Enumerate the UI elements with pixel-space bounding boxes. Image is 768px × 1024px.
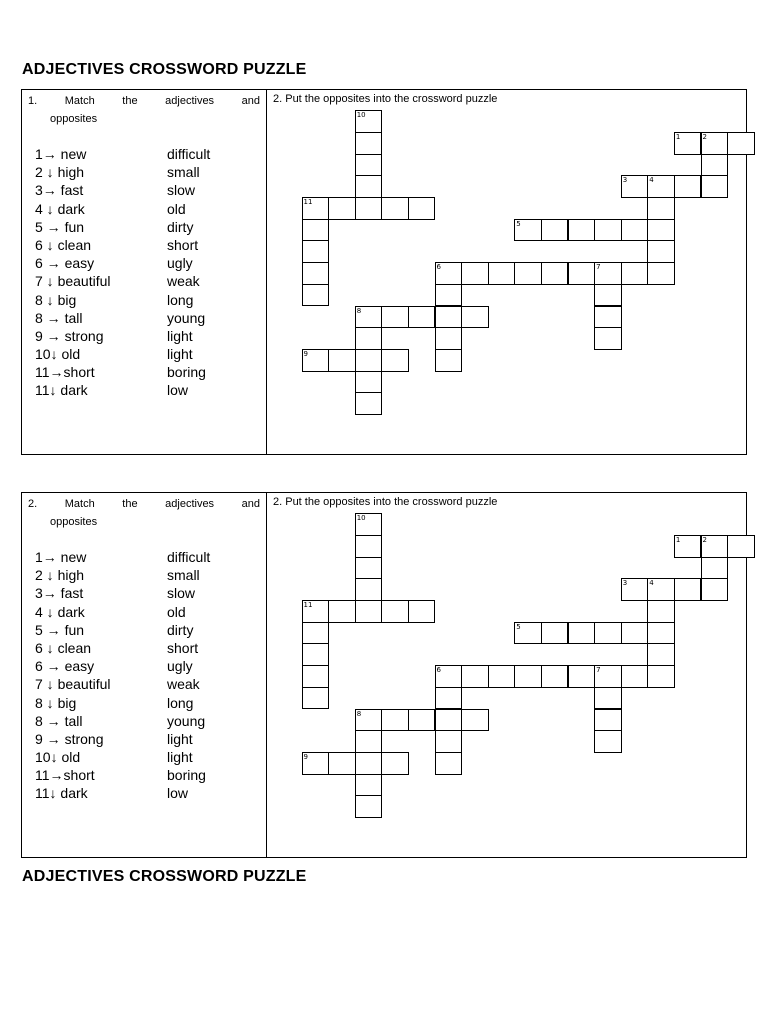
crossword-cell[interactable] bbox=[381, 600, 409, 623]
instruction-continuation: opposites bbox=[50, 113, 98, 125]
crossword-instruction: 2. Put the opposites into the crossword puzzle bbox=[273, 496, 498, 508]
clue-number: 10 bbox=[356, 111, 366, 120]
clue-number: 2 bbox=[702, 535, 707, 544]
clue-number: 7 bbox=[596, 263, 601, 272]
clue-text: 11↓ dark bbox=[35, 785, 88, 802]
crossword-cell[interactable] bbox=[461, 665, 489, 688]
clue-text: 8 ↓ big bbox=[35, 694, 77, 711]
crossword-cell[interactable] bbox=[541, 219, 569, 242]
crossword-cell[interactable] bbox=[461, 262, 489, 285]
crossword-cell[interactable] bbox=[594, 306, 622, 329]
matching-instruction bbox=[28, 92, 260, 128]
crossword-cell[interactable] bbox=[355, 600, 383, 623]
crossword-cell[interactable] bbox=[488, 262, 516, 285]
clue-number: 8 bbox=[356, 306, 362, 315]
opposite-text: short bbox=[167, 639, 199, 656]
crossword-cell[interactable] bbox=[355, 752, 383, 775]
opposite-text: light bbox=[167, 749, 193, 766]
crossword-cell[interactable] bbox=[568, 665, 596, 688]
crossword-cell[interactable] bbox=[355, 557, 383, 580]
crossword-cell[interactable] bbox=[647, 622, 675, 645]
clue-text: 7 ↓ beautiful bbox=[35, 676, 111, 693]
opposite-text: ugly bbox=[167, 658, 193, 675]
pair-row bbox=[35, 712, 255, 730]
crossword-cell[interactable] bbox=[302, 643, 330, 666]
crossword-cell[interactable] bbox=[408, 197, 436, 220]
opposite-text: old bbox=[167, 200, 186, 217]
clue-text: 3→ fast bbox=[35, 182, 84, 199]
crossword-cell[interactable] bbox=[647, 240, 675, 263]
pair-row bbox=[35, 657, 255, 675]
crossword-cell[interactable] bbox=[355, 578, 383, 601]
clue-text: 5 → fun bbox=[35, 621, 85, 638]
clue-text: 10↓ old bbox=[35, 346, 81, 363]
clue-number: 5 bbox=[516, 219, 521, 228]
pair-row bbox=[35, 621, 255, 639]
page-title-bottom: ADJECTIVES CROSSWORD PUZZLE bbox=[22, 868, 307, 885]
crossword-cell[interactable] bbox=[568, 622, 596, 645]
crossword-cell[interactable] bbox=[328, 600, 356, 623]
opposite-text: difficult bbox=[167, 146, 211, 162]
clue-text: 6 ↓ clean bbox=[35, 236, 92, 253]
clue-text: 8 ↓ big bbox=[35, 291, 77, 308]
crossword-cell[interactable] bbox=[355, 349, 383, 372]
opposite-text: light bbox=[167, 327, 193, 344]
opposite-text: dirty bbox=[167, 621, 194, 638]
crossword-cell[interactable] bbox=[435, 687, 463, 710]
crossword-cell[interactable] bbox=[647, 600, 675, 623]
matching-column bbox=[22, 90, 267, 454]
pair-row bbox=[35, 254, 255, 272]
crossword-cell[interactable] bbox=[302, 284, 330, 307]
crossword-cell[interactable] bbox=[647, 643, 675, 666]
crossword-cell[interactable] bbox=[541, 262, 569, 285]
opposite-text: boring bbox=[167, 364, 206, 381]
clue-number: 8 bbox=[356, 709, 362, 718]
pairs-list bbox=[35, 145, 255, 400]
clue-text: 9 → strong bbox=[35, 327, 104, 344]
clue-number: 3 bbox=[622, 176, 628, 185]
opposite-text: low bbox=[167, 785, 189, 802]
crossword-cell[interactable] bbox=[408, 709, 436, 732]
pair-row bbox=[35, 584, 255, 602]
pair-row bbox=[35, 181, 255, 199]
opposite-text: long bbox=[167, 291, 194, 308]
crossword-cell[interactable] bbox=[568, 262, 596, 285]
crossword-cell[interactable] bbox=[594, 219, 622, 242]
crossword-cell[interactable] bbox=[328, 349, 356, 372]
crossword-cell[interactable] bbox=[461, 709, 489, 732]
crossword-cell[interactable] bbox=[355, 730, 383, 753]
crossword-cell[interactable] bbox=[381, 306, 409, 329]
crossword-cell[interactable] bbox=[435, 730, 463, 753]
crossword-cell[interactable] bbox=[701, 578, 729, 601]
clue-text: 11→short bbox=[35, 767, 95, 784]
pair-row bbox=[35, 639, 255, 657]
crossword-cell[interactable] bbox=[435, 349, 463, 372]
clue-number: 1 bbox=[675, 535, 681, 544]
crossword-cell[interactable] bbox=[727, 535, 755, 558]
matching-instruction bbox=[28, 495, 260, 531]
crossword-grid bbox=[267, 493, 747, 857]
crossword-cell[interactable] bbox=[355, 132, 383, 155]
crossword-cell[interactable] bbox=[435, 709, 463, 732]
crossword-cell[interactable] bbox=[435, 752, 463, 775]
pairs-list bbox=[35, 548, 255, 803]
pair-row bbox=[35, 784, 255, 802]
crossword-cell[interactable] bbox=[701, 154, 729, 177]
crossword-cell[interactable] bbox=[594, 709, 622, 732]
clue-text: 5 → fun bbox=[35, 218, 85, 235]
crossword-cell[interactable] bbox=[355, 154, 383, 177]
crossword-cell[interactable] bbox=[621, 219, 649, 242]
instruction-word: and bbox=[241, 498, 260, 510]
opposite-text: small bbox=[167, 164, 200, 181]
clue-text: 4 ↓ dark bbox=[35, 603, 85, 620]
instruction-number: 1. bbox=[28, 95, 38, 107]
crossword-cell[interactable] bbox=[355, 535, 383, 558]
pair-row bbox=[35, 603, 255, 621]
crossword-cell[interactable] bbox=[647, 665, 675, 688]
pair-row bbox=[35, 748, 255, 766]
clue-number: 10 bbox=[356, 514, 366, 523]
opposite-text: light bbox=[167, 730, 193, 747]
crossword-cell[interactable] bbox=[355, 392, 383, 415]
crossword-cell[interactable] bbox=[594, 622, 622, 645]
crossword-cell[interactable] bbox=[674, 578, 702, 601]
opposite-text: slow bbox=[167, 585, 196, 602]
worksheet-panel-1 bbox=[21, 89, 747, 455]
crossword-cell[interactable] bbox=[435, 284, 463, 307]
crossword-cell[interactable] bbox=[701, 175, 729, 198]
clue-number: 4 bbox=[649, 579, 654, 588]
crossword-cell[interactable] bbox=[302, 219, 330, 242]
opposite-text: young bbox=[167, 712, 206, 729]
opposite-text: long bbox=[167, 694, 194, 711]
pair-row bbox=[35, 163, 255, 181]
crossword-cell[interactable] bbox=[381, 197, 409, 220]
crossword-instruction: 2. Put the opposites into the crossword puzzle bbox=[273, 93, 498, 105]
pair-row bbox=[35, 381, 255, 399]
instruction-word: and bbox=[241, 95, 260, 107]
pair-row bbox=[35, 272, 255, 290]
clue-text: 9 → strong bbox=[35, 730, 104, 747]
crossword-cell[interactable] bbox=[435, 327, 463, 350]
crossword-cell[interactable] bbox=[355, 774, 383, 797]
crossword-cell[interactable] bbox=[355, 371, 383, 394]
crossword-cell[interactable] bbox=[514, 665, 542, 688]
instruction-word: the bbox=[122, 498, 138, 510]
pair-row bbox=[35, 218, 255, 236]
instruction-word: adjectives bbox=[165, 95, 215, 107]
crossword-cell[interactable] bbox=[594, 730, 622, 753]
opposite-text: weak bbox=[167, 273, 200, 290]
opposite-text: light bbox=[167, 346, 193, 363]
crossword-cell[interactable] bbox=[302, 262, 330, 285]
pair-row bbox=[35, 236, 255, 254]
opposite-text: slow bbox=[167, 182, 196, 199]
crossword-cell[interactable] bbox=[381, 752, 409, 775]
crossword-cell[interactable] bbox=[541, 665, 569, 688]
pair-row bbox=[35, 363, 255, 381]
crossword-cell[interactable] bbox=[355, 327, 383, 350]
crossword-cell[interactable] bbox=[594, 327, 622, 350]
clue-number: 9 bbox=[303, 349, 308, 358]
opposite-text: old bbox=[167, 603, 186, 620]
pair-row bbox=[35, 548, 255, 566]
clue-number: 6 bbox=[436, 263, 441, 272]
crossword-cell[interactable] bbox=[328, 197, 356, 220]
clue-text: 6 → easy bbox=[35, 255, 95, 272]
clue-number: 4 bbox=[649, 176, 654, 185]
pair-row bbox=[35, 766, 255, 784]
clue-number: 3 bbox=[622, 579, 628, 588]
crossword-cell[interactable] bbox=[302, 622, 330, 645]
crossword-cell[interactable] bbox=[594, 284, 622, 307]
pair-row bbox=[35, 730, 255, 748]
clue-number: 5 bbox=[516, 622, 521, 631]
crossword-cell[interactable] bbox=[568, 219, 596, 242]
crossword-column bbox=[267, 493, 746, 857]
opposite-text: low bbox=[167, 382, 189, 399]
crossword-cell[interactable] bbox=[514, 262, 542, 285]
crossword-cell[interactable] bbox=[355, 197, 383, 220]
opposite-text: weak bbox=[167, 676, 200, 693]
pair-row bbox=[35, 145, 255, 163]
crossword-cell[interactable] bbox=[621, 622, 649, 645]
clue-number: 6 bbox=[436, 666, 441, 675]
clue-text: 4 ↓ dark bbox=[35, 200, 85, 217]
opposite-text: short bbox=[167, 236, 199, 253]
instruction-word: Match bbox=[64, 95, 95, 107]
opposite-text: difficult bbox=[167, 549, 211, 565]
crossword-cell[interactable] bbox=[621, 262, 649, 285]
crossword-cell[interactable] bbox=[647, 197, 675, 220]
opposite-text: ugly bbox=[167, 255, 193, 272]
pair-row bbox=[35, 694, 255, 712]
clue-number: 1 bbox=[675, 132, 681, 141]
clue-text: 8 → tall bbox=[35, 712, 83, 729]
pair-row bbox=[35, 566, 255, 584]
crossword-cell[interactable] bbox=[541, 622, 569, 645]
clue-text: 2 ↓ high bbox=[35, 164, 85, 181]
crossword-cell[interactable] bbox=[647, 219, 675, 242]
clue-text: 11→short bbox=[35, 364, 95, 381]
crossword-cell[interactable] bbox=[461, 306, 489, 329]
opposite-text: boring bbox=[167, 767, 206, 784]
crossword-cell[interactable] bbox=[594, 687, 622, 710]
crossword-cell[interactable] bbox=[701, 557, 729, 580]
pair-row bbox=[35, 675, 255, 693]
crossword-cell[interactable] bbox=[381, 709, 409, 732]
clue-number: 2 bbox=[702, 132, 707, 141]
clue-text: 6 → easy bbox=[35, 658, 95, 675]
crossword-grid bbox=[267, 90, 747, 454]
crossword-cell[interactable] bbox=[621, 665, 649, 688]
crossword-cell[interactable] bbox=[302, 687, 330, 710]
crossword-cell[interactable] bbox=[408, 600, 436, 623]
crossword-cell[interactable] bbox=[328, 752, 356, 775]
page-title-top: ADJECTIVES CROSSWORD PUZZLE bbox=[22, 61, 307, 78]
instruction-word: Match bbox=[64, 498, 95, 510]
pair-row bbox=[35, 345, 255, 363]
crossword-column bbox=[267, 90, 746, 454]
pair-row bbox=[35, 291, 255, 309]
instruction-number: 2. bbox=[28, 498, 38, 510]
instruction-word: the bbox=[122, 95, 138, 107]
clue-text: 8 → tall bbox=[35, 309, 83, 326]
clue-number: 11 bbox=[303, 601, 313, 609]
pair-row bbox=[35, 309, 255, 327]
clue-text: 1→ new bbox=[35, 146, 87, 162]
clue-text: 3→ fast bbox=[35, 585, 84, 602]
clue-number: 9 bbox=[303, 752, 308, 761]
pair-row bbox=[35, 200, 255, 218]
instruction-continuation: opposites bbox=[50, 516, 98, 528]
pair-row bbox=[35, 327, 255, 345]
matching-column bbox=[22, 493, 267, 857]
clue-text: 1→ new bbox=[35, 549, 87, 565]
clue-text: 7 ↓ beautiful bbox=[35, 273, 111, 290]
clue-text: 2 ↓ high bbox=[35, 567, 85, 584]
crossword-cell[interactable] bbox=[355, 795, 383, 818]
clue-text: 11↓ dark bbox=[35, 382, 88, 399]
crossword-cell[interactable] bbox=[488, 665, 516, 688]
crossword-cell[interactable] bbox=[727, 132, 755, 155]
clue-number: 11 bbox=[303, 198, 313, 206]
worksheet-panel-2 bbox=[21, 492, 747, 858]
crossword-cell[interactable] bbox=[355, 175, 383, 198]
clue-text: 6 ↓ clean bbox=[35, 639, 92, 656]
crossword-cell[interactable] bbox=[674, 175, 702, 198]
crossword-cell[interactable] bbox=[302, 665, 330, 688]
clue-text: 10↓ old bbox=[35, 749, 81, 766]
crossword-cell[interactable] bbox=[408, 306, 436, 329]
opposite-text: dirty bbox=[167, 218, 194, 235]
clue-number: 7 bbox=[596, 666, 601, 675]
crossword-cell[interactable] bbox=[302, 240, 330, 263]
crossword-cell[interactable] bbox=[381, 349, 409, 372]
opposite-text: small bbox=[167, 567, 200, 584]
instruction-word: adjectives bbox=[165, 498, 215, 510]
crossword-cell[interactable] bbox=[435, 306, 463, 329]
crossword-cell[interactable] bbox=[647, 262, 675, 285]
opposite-text: young bbox=[167, 309, 206, 326]
